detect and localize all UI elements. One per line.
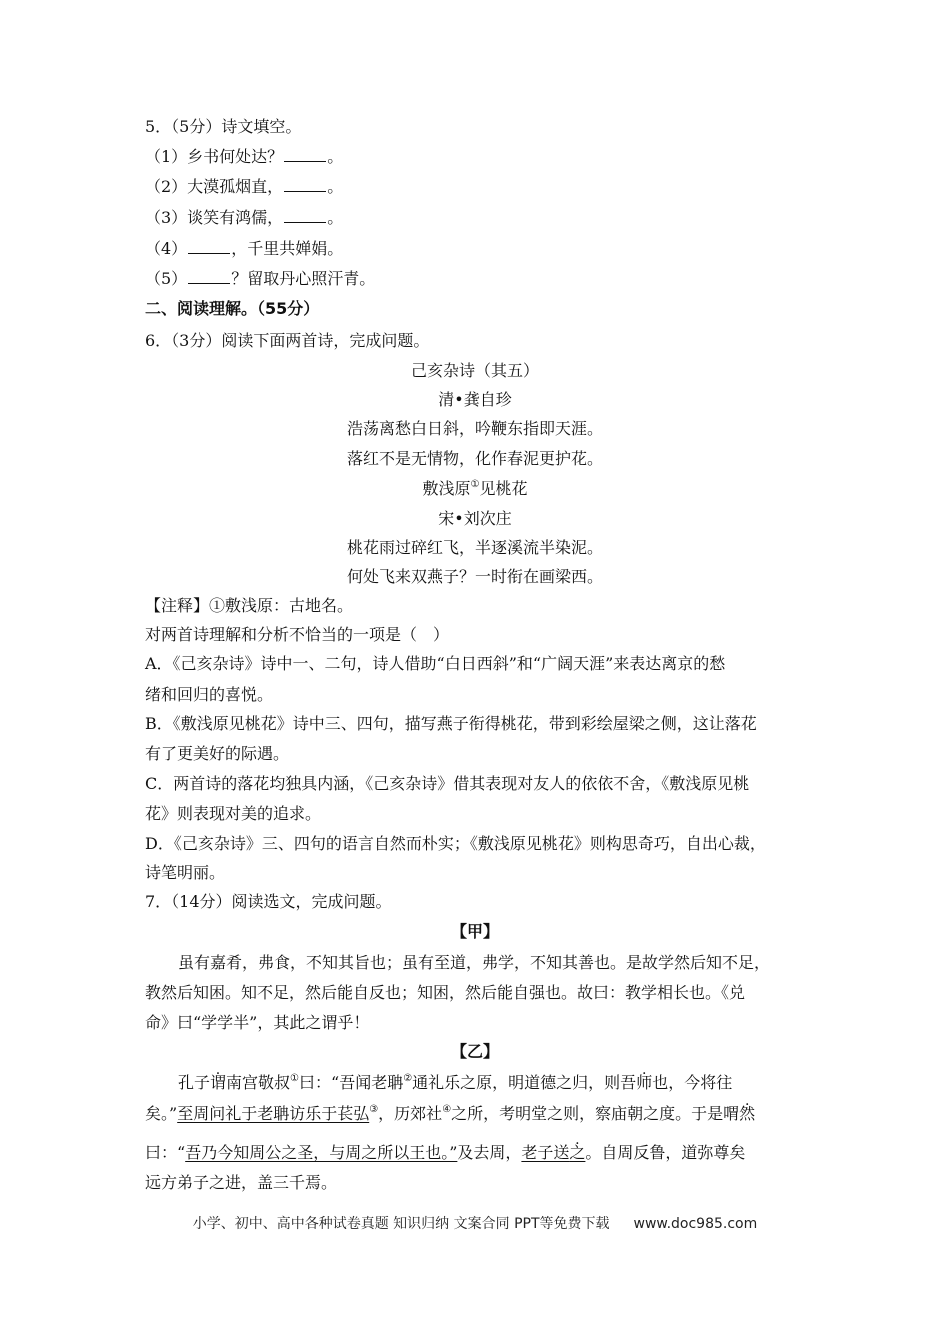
answer-blank[interactable] (284, 147, 326, 162)
option-d-cont: 诗笔明丽。 (145, 863, 226, 882)
q5-item-1: （1）乡书何处达？ 。 (145, 147, 344, 166)
poem2-author: 宋•刘次庄 (438, 509, 512, 528)
dotted-char: 师 (636, 1073, 653, 1092)
section-heading: 二、阅读理解。（55分） (145, 299, 320, 318)
option-a[interactable]: A．《己亥杂诗》诗中一、二句，诗人借助“白日西斜”和“广阔天涯”来表达离京的愁 (145, 654, 726, 673)
q7-title: 7．（14分）阅读选文，完成问题。 (145, 892, 392, 911)
poem1-line: 落红不是无情物，化作春泥更护花。 (346, 449, 603, 468)
poem2-line: 何处飞来双燕子？一时衔在画梁西。 (346, 567, 603, 586)
poem1-author: 清•龚自珍 (438, 390, 512, 409)
passage-yi-line: 孔子谓南宫敬叔①曰：“吾闻老聃②通礼乐之原，明道德之归，则吾师也，今将往 (178, 1073, 733, 1092)
q5-item-3: （3）谈笑有鸿儒， 。 (145, 208, 344, 227)
option-b[interactable]: B．《敷浅原见桃花》诗中三、四句，描写燕子衔得桃花，带到彩绘屋梁之侧，这让落花 (145, 714, 757, 733)
poem1-title: 己亥杂诗（其五） (410, 361, 539, 380)
dotted-char: 谓 (210, 1073, 227, 1092)
footer-link[interactable]: www.doc985.com (633, 1216, 758, 1232)
passage-jia-heading: 【甲】 (450, 922, 499, 941)
passage-yi-heading: 【乙】 (450, 1042, 499, 1061)
option-b-cont: 有了更美好的际遇。 (145, 744, 290, 763)
poem2-line: 桃花雨过碎红飞，半逐溪流半染泥。 (346, 538, 603, 557)
passage-yi-line: 矣。”至周问礼于老聃访乐于苌弘③，历郊社④之所，考明堂之则，察庙朝之度。于是喟然 (145, 1104, 756, 1123)
option-a-cont: 绪和回归的喜悦。 (145, 685, 274, 704)
q6-title: 6．（3分）阅读下面两首诗，完成问题。 (145, 331, 430, 350)
page-footer (0, 1213, 950, 1233)
answer-blank[interactable] (284, 177, 326, 192)
option-c-cont: 花》则表现对美的追求。 (145, 804, 322, 823)
underlined-sentence: 至周问礼于老聃访乐于苌弘 (177, 1104, 370, 1123)
option-c[interactable]: C．两首诗的落花均独具内涵，《己亥杂诗》借其表现对友人的依依不舍，《敷浅原见桃 (145, 774, 750, 793)
q5-item-5: （5） ？留取丹心照汗青。 (145, 269, 376, 288)
dotted-char: 之 (569, 1143, 586, 1162)
answer-blank[interactable] (188, 239, 230, 254)
dotted-char: 然 (739, 1104, 756, 1123)
underlined-sentence: 吾乃今知周公之圣，与周之所以王也。” (185, 1143, 458, 1162)
option-d[interactable]: D．《己亥杂诗》三、四句的语言自然而朴实；《敷浅原见桃花》则构思奇巧，自出心裁， (145, 834, 766, 853)
poem1-line: 浩荡离愁白日斜，吟鞭东指即天涯。 (346, 419, 603, 438)
passage-jia-line: 虽有嘉肴，弗食，不知其旨也；虽有至道，弗学，不知其善也。是故学然后知不足， (178, 953, 771, 972)
underlined-sentence: 老子送之 (521, 1143, 586, 1162)
footer-text: 小学、初中、高中各种试卷真题 知识归纳 文案合同 PPT等免费下载 (192, 1216, 610, 1232)
q5-item-4: （4） ，千里共婵娟。 (145, 239, 344, 258)
passage-yi-line: 曰：“吾乃今知周公之圣，与周之所以王也。”及去周，老子送之。自周反鲁，道弥尊矣 (145, 1143, 746, 1162)
passage-jia-line: 命》曰“学学半”，其此之谓乎！ (145, 1013, 370, 1032)
answer-blank[interactable] (188, 269, 230, 284)
answer-blank[interactable] (284, 208, 326, 223)
poem2-title: 敷浅原①见桃花 (422, 479, 528, 498)
q5-item-2: （2）大漠孤烟直， 。 (145, 177, 344, 196)
q5-title: 5．（5分）诗文填空。 (145, 117, 302, 136)
poem-note: 【注释】①敷浅原：古地名。 (145, 596, 354, 615)
q6-question: 对两首诗理解和分析不恰当的一项是（ ） (145, 625, 450, 644)
passage-yi-line: 远方弟子之进，盖三千焉。 (145, 1173, 338, 1192)
passage-jia-line: 教然后知困。知不足，然后能自反也；知困，然后能自强也。故曰：教学相长也。《兑 (145, 983, 746, 1002)
